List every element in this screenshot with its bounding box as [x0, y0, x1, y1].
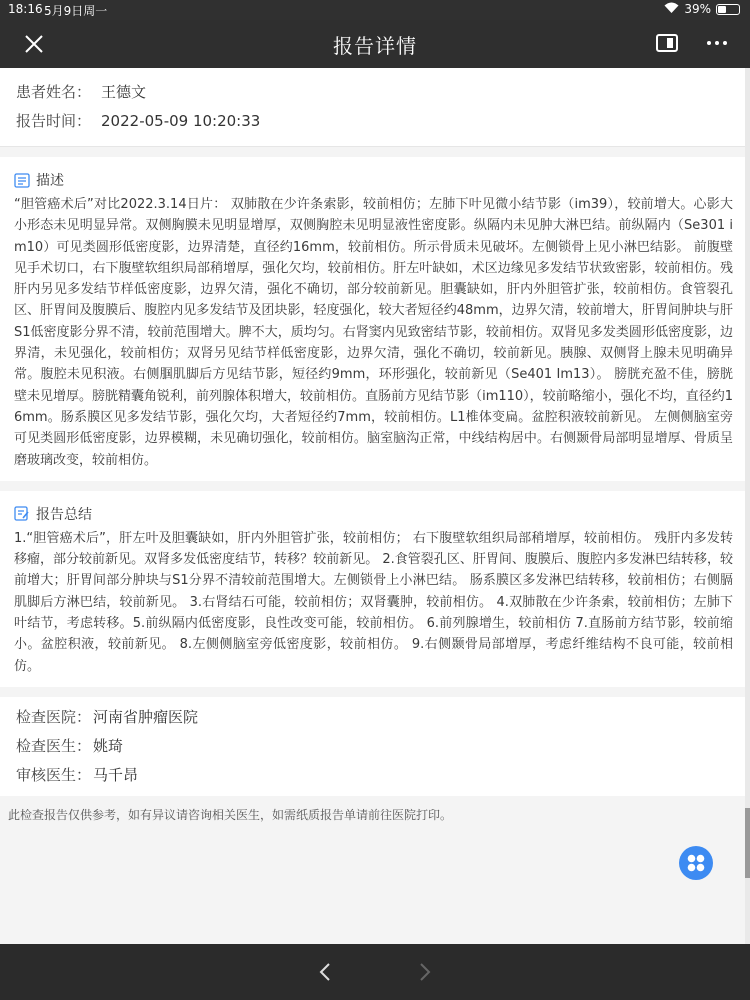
status-time: 18:16 [8, 2, 43, 16]
summary-heading-label: 报告总结 [36, 506, 92, 523]
summary-section [0, 491, 745, 687]
reviewer-name: 马千昂 [93, 765, 139, 784]
battery-percent: 39% [684, 2, 711, 16]
status-right [664, 2, 740, 16]
report-time: 2022-05-09 10:20:33 [101, 112, 261, 130]
scrollbar[interactable] [745, 68, 750, 944]
summary-heading [14, 503, 733, 525]
chevron-right-icon[interactable] [416, 962, 434, 986]
patient-name-label: 患者姓名： [16, 83, 92, 101]
doctor-label: 检查医生： [16, 736, 92, 755]
battery-fill [718, 6, 726, 13]
doctor-row [16, 732, 729, 761]
float-window-icon[interactable] [656, 33, 678, 57]
bottom-bar [0, 944, 750, 1000]
report-time-label: 报告时间： [16, 112, 92, 130]
patient-name: 王德文 [101, 83, 147, 101]
battery-icon [716, 4, 740, 15]
page-title: 报告详情 [333, 34, 417, 58]
chevron-left-icon[interactable] [316, 962, 334, 986]
reviewer-row [16, 761, 729, 790]
status-bar [0, 0, 750, 20]
close-icon[interactable] [22, 32, 46, 56]
doctor-name: 姚琦 [93, 736, 124, 755]
more-icon[interactable] [706, 32, 728, 58]
patient-info [0, 68, 745, 147]
report-time-row [16, 107, 729, 136]
doctors-info [0, 697, 745, 796]
nav-bar [0, 20, 750, 68]
description-text: “胆管癌术后”对比2022.3.14日片： 双肺散在少许条索影，较前相仿；左肺下叶见微小结节影（im39），较前增大。心影大小形态未见明显异常。双侧胸膜未见明显增厚，双侧胸腔未见明显液性密度影。纵隔内未见肿大淋巴结。前纵隔内（Se301 im10）可见类圆形低密度影，边界清楚，直径约16mm，较前相仿。所示骨质未见破坏。左侧锁骨上见小淋巴结影。 前腹壁见手术切口，右下腹壁软组织局部稍增厚，强化欠均，较前相仿。肝左叶缺如，术区边缘见多发结节状致密影，较前相仿。残肝内另见多发结节样低密度影，边界欠清，强化不确切，部分较前新见。胆囊缺如，肝内外胆管扩张，较前相仿。食管裂孔区、肝胃间及腹膜后、腹腔内见多发结节及团块影，轻度强化，较大者短径约48mm，边界欠清，较前增大，肝胃间肿块与肝S1低密度影分界不清，较前范围增大。脾不大，质均匀。右肾窦内见致密结节影，较前相仿。双肾见多发类圆形低密度影，边界清，未见强化，较前相仿；双肾另见结节样低密度影，边界欠清，强化不确切，较前新见。胰腺、双侧肾上腺未见明确异常。腹腔未见积液。右侧腘肌脚后方见结节影，短径约9mm，环形强化，较前新见（Se401 Im13）。 膀胱充盈不佳，膀胱壁未见增厚。膀胱精囊角锐利，前列腺体积增大，较前相仿。直肠前方见结节影（im110），较前略缩小，强化不均，直径约16mm。肠系膜区见多发结节影，强化欠均，大者短径约7mm，较前相仿。L1椎体变扁。盆腔积液较前新见。 左侧侧脑室旁可见类圆形低密度影，边界模糊，未见确切强化，较前相仿。脑室脑沟正常，中线结构居中。右侧颞骨局部明显增厚、骨质呈磨玻璃改变，较前相仿。 [14, 197, 733, 468]
grid-menu-icon [686, 853, 706, 873]
description-section [0, 157, 745, 481]
reviewer-label: 审核医生： [16, 765, 92, 784]
patient-name-row [16, 78, 729, 107]
grid-menu-button[interactable] [679, 846, 713, 880]
hospital-row [16, 703, 729, 732]
hospital-name: 河南省肿瘤医院 [93, 707, 199, 726]
document-icon [14, 173, 30, 188]
scrollbar-thumb[interactable] [745, 808, 750, 878]
edit-document-icon [14, 506, 30, 521]
description-heading [14, 169, 733, 191]
description-heading-label: 描述 [36, 173, 64, 189]
summary-text: 1.“胆管癌术后”，肝左叶及胆囊缺如，肝内外胆管扩张，较前相仿； 右下腹壁软组织局部稍增厚，较前相仿。 残肝内多发转移瘤，部分较前新见。双肾多发低密度结节，转移？较前新见。 2.食管裂孔区、肝胃间、腹膜后、腹腔内多发淋巴结转移，较前增大；肝胃间部分肿块与S1分界不清较前范围增大。左侧锁骨上小淋巴结。 肠系膜区多发淋巴结转移，较前相仿；右侧膈肌脚后方淋巴结，较前新见。 3.右肾结石可能，较前相仿；双肾囊肿，较前相仿。 4.双肺散在少许条索，较前相仿；左肺下叶结节，考虑转移。5.前纵隔内低密度影，良性改变可能，较前相仿。 6.前列腺增生，较前相仿 7.直肠前方结节影，较前缩小。盆腔积液，较前新见。 8.左侧侧脑室旁低密度影，较前相仿。 9.右侧颞骨局部增厚，考虑纤维结构不良可能，较前相仿。 [14, 530, 733, 674]
disclaimer: 此检查报告仅供参考，如有异议请咨询相关医生，如需纸质报告单请前往医院打印。 [8, 807, 453, 822]
status-date: 5月9日周一 [44, 4, 108, 18]
wifi-icon [664, 2, 679, 16]
report-content[interactable] [0, 68, 745, 944]
hospital-label: 检查医院： [16, 707, 92, 726]
